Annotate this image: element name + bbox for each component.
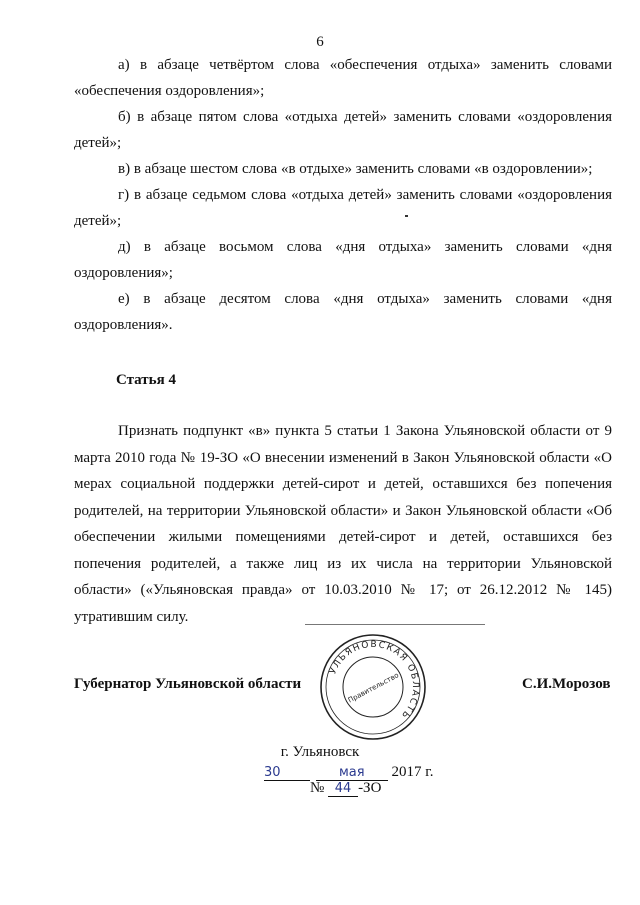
page-number: 6 xyxy=(316,34,324,50)
amendment-item: г) в абзаце седьмом слова «отдыха детей» заменить словами «оздоровления детей»; xyxy=(74,187,612,229)
scan-speck xyxy=(405,215,408,217)
official-seal xyxy=(318,632,428,742)
amendment-item: д) в абзаце восьмом слова «дня отдыха» заменить словами «дня оздоровления»; xyxy=(74,239,612,281)
amendment-item: е) в абзаце десятом слова «дня отдыха» заменить словами «дня оздоровления». xyxy=(74,291,612,333)
date-day: 30 xyxy=(264,765,281,780)
amendment-item: в) в абзаце шестом слова «в отдыхе» заменить словами «в оздоровлении»; xyxy=(118,161,593,177)
separator-line xyxy=(305,624,485,625)
article-heading: Статья 4 xyxy=(116,372,176,388)
law-number-suffix: -ЗО xyxy=(358,780,382,796)
law-number: 44 xyxy=(334,781,352,796)
date-year: 2017 г. xyxy=(391,764,434,780)
article-body: Признать подпункт «в» пункта 5 статьи 1 Закона Ульяновской области от 9 марта 2010 года № 19-ЗО «О внесении изменений в Закон Ульяновской области «О мерах социальной поддержки детей-сирот и детей, оставшихся без попечения родителей, на территории Ульяновской области» и Закон Ульяновской области «Об обеспечении жилыми помещениями детей-сирот и детей, оставшихся без попечения родителей, а также лиц из их числа на территории Ульяновской области» («Ульяновская правда» от 10.03.2010 № 17; от 26.12.2012 № 145) утратившим силу. xyxy=(74,423,612,625)
date-month: мая xyxy=(338,765,365,780)
amendment-item: б) в абзаце пятом слова «отдыха детей» заменить словами «оздоровления детей»; xyxy=(74,109,612,151)
seal-inner-text: Правительство xyxy=(346,671,401,705)
number-sign: № xyxy=(310,780,325,796)
signatory-title: Губернатор Ульяновской области xyxy=(74,676,302,692)
city-line: г. Ульяновск xyxy=(280,744,360,760)
law-number-line xyxy=(310,780,381,797)
svg-text:УЛЬЯНОВСКАЯ ОБЛАСТЬ xyxy=(328,640,420,721)
amendment-item: а) в абзаце четвёртом слова «обеспечения отдыха» заменить словами «обеспечения оздоровления»; xyxy=(74,57,612,99)
date-line xyxy=(264,764,433,781)
seal-outer-text: УЛЬЯНОВСКАЯ ОБЛАСТЬ xyxy=(328,639,421,721)
amendments-list xyxy=(74,52,612,338)
signatory-name: С.И.Морозов xyxy=(522,676,611,692)
